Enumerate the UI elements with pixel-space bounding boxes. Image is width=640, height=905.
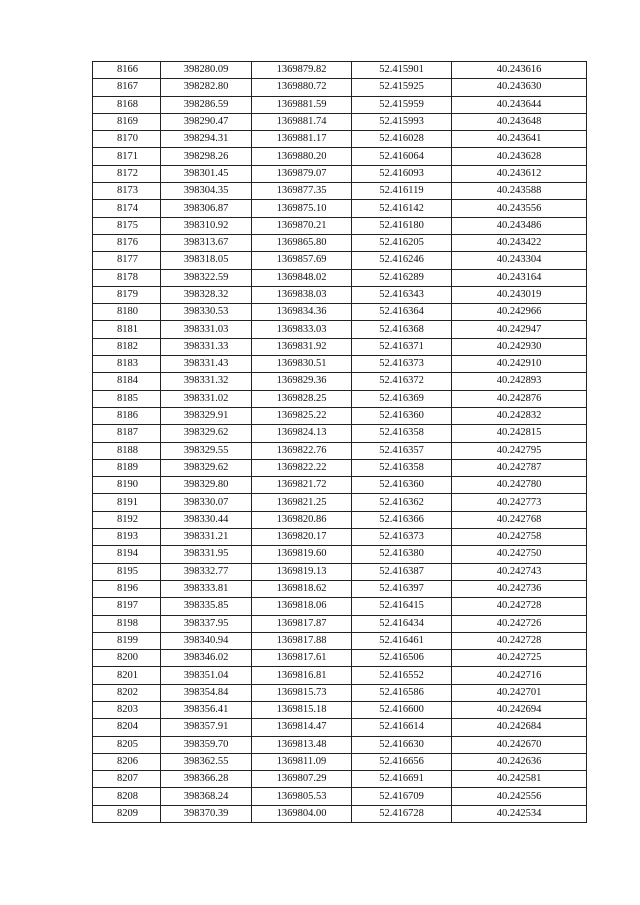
point-number-cell: 8176 xyxy=(93,234,161,251)
point-number-cell: 8182 xyxy=(93,338,161,355)
longitude-cell: 40.242893 xyxy=(452,373,587,390)
easting-cell: 398329.62 xyxy=(161,459,252,476)
easting-cell: 398318.05 xyxy=(161,252,252,269)
northing-cell: 1369817.87 xyxy=(252,615,352,632)
longitude-cell: 40.243019 xyxy=(452,286,587,303)
northing-cell: 1369829.36 xyxy=(252,373,352,390)
longitude-cell: 40.242768 xyxy=(452,511,587,528)
latitude-cell: 52.416093 xyxy=(352,165,452,182)
latitude-cell: 52.416434 xyxy=(352,615,452,632)
northing-cell: 1369821.25 xyxy=(252,494,352,511)
point-number-cell: 8195 xyxy=(93,563,161,580)
latitude-cell: 52.416246 xyxy=(352,252,452,269)
table-row xyxy=(93,788,587,805)
longitude-cell: 40.243588 xyxy=(452,183,587,200)
longitude-cell: 40.242787 xyxy=(452,459,587,476)
longitude-cell: 40.242726 xyxy=(452,615,587,632)
easting-cell: 398298.26 xyxy=(161,148,252,165)
point-number-cell: 8168 xyxy=(93,96,161,113)
longitude-cell: 40.242750 xyxy=(452,546,587,563)
northing-cell: 1369819.60 xyxy=(252,546,352,563)
northing-cell: 1369881.74 xyxy=(252,113,352,130)
table-row xyxy=(93,598,587,615)
longitude-cell: 40.242743 xyxy=(452,563,587,580)
table-row xyxy=(93,753,587,770)
easting-cell: 398304.35 xyxy=(161,183,252,200)
table-row xyxy=(93,165,587,182)
point-number-cell: 8202 xyxy=(93,684,161,701)
northing-cell: 1369865.80 xyxy=(252,234,352,251)
coordinates-table-body xyxy=(93,62,587,823)
point-number-cell: 8175 xyxy=(93,217,161,234)
table-row xyxy=(93,269,587,286)
longitude-cell: 40.242728 xyxy=(452,598,587,615)
easting-cell: 398354.84 xyxy=(161,684,252,701)
latitude-cell: 52.416373 xyxy=(352,529,452,546)
northing-cell: 1369821.72 xyxy=(252,477,352,494)
latitude-cell: 52.416119 xyxy=(352,183,452,200)
northing-cell: 1369879.82 xyxy=(252,62,352,79)
latitude-cell: 52.416180 xyxy=(352,217,452,234)
latitude-cell: 52.416360 xyxy=(352,477,452,494)
easting-cell: 398340.94 xyxy=(161,632,252,649)
easting-cell: 398331.02 xyxy=(161,390,252,407)
table-row xyxy=(93,477,587,494)
easting-cell: 398331.95 xyxy=(161,546,252,563)
northing-cell: 1369822.22 xyxy=(252,459,352,476)
point-number-cell: 8201 xyxy=(93,667,161,684)
longitude-cell: 40.242728 xyxy=(452,632,587,649)
latitude-cell: 52.416415 xyxy=(352,598,452,615)
point-number-cell: 8204 xyxy=(93,719,161,736)
northing-cell: 1369880.20 xyxy=(252,148,352,165)
longitude-cell: 40.242780 xyxy=(452,477,587,494)
latitude-cell: 52.416358 xyxy=(352,459,452,476)
point-number-cell: 8186 xyxy=(93,407,161,424)
northing-cell: 1369815.73 xyxy=(252,684,352,701)
table-row xyxy=(93,546,587,563)
table-row xyxy=(93,217,587,234)
point-number-cell: 8180 xyxy=(93,304,161,321)
easting-cell: 398332.77 xyxy=(161,563,252,580)
northing-cell: 1369875.10 xyxy=(252,200,352,217)
longitude-cell: 40.243616 xyxy=(452,62,587,79)
northing-cell: 1369811.09 xyxy=(252,753,352,770)
longitude-cell: 40.243641 xyxy=(452,131,587,148)
point-number-cell: 8172 xyxy=(93,165,161,182)
point-number-cell: 8197 xyxy=(93,598,161,615)
latitude-cell: 52.415993 xyxy=(352,113,452,130)
northing-cell: 1369879.07 xyxy=(252,165,352,182)
longitude-cell: 40.242556 xyxy=(452,788,587,805)
northing-cell: 1369817.61 xyxy=(252,650,352,667)
northing-cell: 1369813.48 xyxy=(252,736,352,753)
easting-cell: 398329.62 xyxy=(161,425,252,442)
point-number-cell: 8173 xyxy=(93,183,161,200)
point-number-cell: 8177 xyxy=(93,252,161,269)
point-number-cell: 8167 xyxy=(93,79,161,96)
latitude-cell: 52.416380 xyxy=(352,546,452,563)
table-row xyxy=(93,615,587,632)
table-row xyxy=(93,286,587,303)
northing-cell: 1369833.03 xyxy=(252,321,352,338)
table-row xyxy=(93,563,587,580)
easting-cell: 398346.02 xyxy=(161,650,252,667)
table-row xyxy=(93,805,587,822)
table-row xyxy=(93,321,587,338)
northing-cell: 1369804.00 xyxy=(252,805,352,822)
longitude-cell: 40.243486 xyxy=(452,217,587,234)
point-number-cell: 8206 xyxy=(93,753,161,770)
point-number-cell: 8179 xyxy=(93,286,161,303)
table-row xyxy=(93,667,587,684)
table-row xyxy=(93,200,587,217)
latitude-cell: 52.416142 xyxy=(352,200,452,217)
easting-cell: 398301.45 xyxy=(161,165,252,182)
table-row xyxy=(93,356,587,373)
point-number-cell: 8203 xyxy=(93,701,161,718)
easting-cell: 398329.91 xyxy=(161,407,252,424)
point-number-cell: 8200 xyxy=(93,650,161,667)
table-row xyxy=(93,771,587,788)
table-row xyxy=(93,234,587,251)
easting-cell: 398310.92 xyxy=(161,217,252,234)
table-row xyxy=(93,580,587,597)
easting-cell: 398357.91 xyxy=(161,719,252,736)
northing-cell: 1369831.92 xyxy=(252,338,352,355)
longitude-cell: 40.242910 xyxy=(452,356,587,373)
latitude-cell: 52.416064 xyxy=(352,148,452,165)
latitude-cell: 52.416630 xyxy=(352,736,452,753)
point-number-cell: 8174 xyxy=(93,200,161,217)
point-number-cell: 8196 xyxy=(93,580,161,597)
latitude-cell: 52.415901 xyxy=(352,62,452,79)
table-row xyxy=(93,183,587,200)
easting-cell: 398329.55 xyxy=(161,442,252,459)
point-number-cell: 8185 xyxy=(93,390,161,407)
point-number-cell: 8193 xyxy=(93,529,161,546)
table-row xyxy=(93,373,587,390)
table-row xyxy=(93,511,587,528)
northing-cell: 1369815.18 xyxy=(252,701,352,718)
longitude-cell: 40.243628 xyxy=(452,148,587,165)
table-row xyxy=(93,62,587,79)
easting-cell: 398282.80 xyxy=(161,79,252,96)
point-number-cell: 8190 xyxy=(93,477,161,494)
easting-cell: 398328.32 xyxy=(161,286,252,303)
point-number-cell: 8194 xyxy=(93,546,161,563)
easting-cell: 398286.59 xyxy=(161,96,252,113)
point-number-cell: 8207 xyxy=(93,771,161,788)
northing-cell: 1369828.25 xyxy=(252,390,352,407)
table-row xyxy=(93,719,587,736)
table-row xyxy=(93,96,587,113)
northing-cell: 1369818.62 xyxy=(252,580,352,597)
easting-cell: 398366.28 xyxy=(161,771,252,788)
table-row xyxy=(93,632,587,649)
table-row xyxy=(93,736,587,753)
table-row xyxy=(93,442,587,459)
latitude-cell: 52.416600 xyxy=(352,701,452,718)
easting-cell: 398362.55 xyxy=(161,753,252,770)
easting-cell: 398331.03 xyxy=(161,321,252,338)
northing-cell: 1369807.29 xyxy=(252,771,352,788)
latitude-cell: 52.416366 xyxy=(352,511,452,528)
easting-cell: 398335.85 xyxy=(161,598,252,615)
northing-cell: 1369825.22 xyxy=(252,407,352,424)
latitude-cell: 52.416371 xyxy=(352,338,452,355)
point-number-cell: 8187 xyxy=(93,425,161,442)
latitude-cell: 52.416358 xyxy=(352,425,452,442)
easting-cell: 398329.80 xyxy=(161,477,252,494)
point-number-cell: 8192 xyxy=(93,511,161,528)
longitude-cell: 40.243644 xyxy=(452,96,587,113)
latitude-cell: 52.416343 xyxy=(352,286,452,303)
northing-cell: 1369824.13 xyxy=(252,425,352,442)
longitude-cell: 40.242716 xyxy=(452,667,587,684)
easting-cell: 398330.53 xyxy=(161,304,252,321)
table-row xyxy=(93,131,587,148)
northing-cell: 1369814.47 xyxy=(252,719,352,736)
easting-cell: 398370.39 xyxy=(161,805,252,822)
table-row xyxy=(93,407,587,424)
easting-cell: 398331.43 xyxy=(161,356,252,373)
longitude-cell: 40.242876 xyxy=(452,390,587,407)
table-row xyxy=(93,650,587,667)
longitude-cell: 40.243422 xyxy=(452,234,587,251)
longitude-cell: 40.242758 xyxy=(452,529,587,546)
table-row xyxy=(93,113,587,130)
longitude-cell: 40.242636 xyxy=(452,753,587,770)
point-number-cell: 8209 xyxy=(93,805,161,822)
latitude-cell: 52.416387 xyxy=(352,563,452,580)
point-number-cell: 8170 xyxy=(93,131,161,148)
northing-cell: 1369822.76 xyxy=(252,442,352,459)
easting-cell: 398337.95 xyxy=(161,615,252,632)
table-row xyxy=(93,684,587,701)
easting-cell: 398330.07 xyxy=(161,494,252,511)
table-row xyxy=(93,79,587,96)
table-row xyxy=(93,304,587,321)
latitude-cell: 52.416357 xyxy=(352,442,452,459)
longitude-cell: 40.242684 xyxy=(452,719,587,736)
point-number-cell: 8169 xyxy=(93,113,161,130)
longitude-cell: 40.243556 xyxy=(452,200,587,217)
point-number-cell: 8191 xyxy=(93,494,161,511)
table-row xyxy=(93,459,587,476)
longitude-cell: 40.242736 xyxy=(452,580,587,597)
longitude-cell: 40.242773 xyxy=(452,494,587,511)
latitude-cell: 52.416709 xyxy=(352,788,452,805)
easting-cell: 398331.21 xyxy=(161,529,252,546)
easting-cell: 398290.47 xyxy=(161,113,252,130)
table-row xyxy=(93,425,587,442)
easting-cell: 398359.70 xyxy=(161,736,252,753)
table-row xyxy=(93,148,587,165)
easting-cell: 398333.81 xyxy=(161,580,252,597)
latitude-cell: 52.415925 xyxy=(352,79,452,96)
northing-cell: 1369877.35 xyxy=(252,183,352,200)
latitude-cell: 52.416205 xyxy=(352,234,452,251)
easting-cell: 398368.24 xyxy=(161,788,252,805)
latitude-cell: 52.416362 xyxy=(352,494,452,511)
northing-cell: 1369818.06 xyxy=(252,598,352,615)
easting-cell: 398294.31 xyxy=(161,131,252,148)
longitude-cell: 40.242930 xyxy=(452,338,587,355)
northing-cell: 1369848.02 xyxy=(252,269,352,286)
easting-cell: 398331.32 xyxy=(161,373,252,390)
point-number-cell: 8171 xyxy=(93,148,161,165)
longitude-cell: 40.243304 xyxy=(452,252,587,269)
longitude-cell: 40.242966 xyxy=(452,304,587,321)
table-row xyxy=(93,390,587,407)
northing-cell: 1369838.03 xyxy=(252,286,352,303)
northing-cell: 1369805.53 xyxy=(252,788,352,805)
table-row xyxy=(93,252,587,269)
northing-cell: 1369816.81 xyxy=(252,667,352,684)
point-number-cell: 8198 xyxy=(93,615,161,632)
latitude-cell: 52.416656 xyxy=(352,753,452,770)
longitude-cell: 40.243164 xyxy=(452,269,587,286)
table-row xyxy=(93,338,587,355)
latitude-cell: 52.416360 xyxy=(352,407,452,424)
latitude-cell: 52.416461 xyxy=(352,632,452,649)
easting-cell: 398306.87 xyxy=(161,200,252,217)
longitude-cell: 40.242534 xyxy=(452,805,587,822)
coordinates-table xyxy=(92,61,587,823)
longitude-cell: 40.243648 xyxy=(452,113,587,130)
latitude-cell: 52.416373 xyxy=(352,356,452,373)
latitude-cell: 52.416368 xyxy=(352,321,452,338)
longitude-cell: 40.242694 xyxy=(452,701,587,718)
latitude-cell: 52.416364 xyxy=(352,304,452,321)
point-number-cell: 8205 xyxy=(93,736,161,753)
northing-cell: 1369881.59 xyxy=(252,96,352,113)
easting-cell: 398330.44 xyxy=(161,511,252,528)
northing-cell: 1369870.21 xyxy=(252,217,352,234)
latitude-cell: 52.416586 xyxy=(352,684,452,701)
northing-cell: 1369880.72 xyxy=(252,79,352,96)
longitude-cell: 40.242581 xyxy=(452,771,587,788)
point-number-cell: 8181 xyxy=(93,321,161,338)
table-row xyxy=(93,529,587,546)
easting-cell: 398322.59 xyxy=(161,269,252,286)
table-row xyxy=(93,494,587,511)
northing-cell: 1369820.86 xyxy=(252,511,352,528)
longitude-cell: 40.242670 xyxy=(452,736,587,753)
northing-cell: 1369857.69 xyxy=(252,252,352,269)
easting-cell: 398313.67 xyxy=(161,234,252,251)
latitude-cell: 52.416614 xyxy=(352,719,452,736)
latitude-cell: 52.416028 xyxy=(352,131,452,148)
northing-cell: 1369817.88 xyxy=(252,632,352,649)
latitude-cell: 52.416369 xyxy=(352,390,452,407)
latitude-cell: 52.416372 xyxy=(352,373,452,390)
latitude-cell: 52.416397 xyxy=(352,580,452,597)
point-number-cell: 8208 xyxy=(93,788,161,805)
latitude-cell: 52.416506 xyxy=(352,650,452,667)
point-number-cell: 8199 xyxy=(93,632,161,649)
longitude-cell: 40.242795 xyxy=(452,442,587,459)
point-number-cell: 8189 xyxy=(93,459,161,476)
latitude-cell: 52.415959 xyxy=(352,96,452,113)
longitude-cell: 40.242725 xyxy=(452,650,587,667)
longitude-cell: 40.242832 xyxy=(452,407,587,424)
point-number-cell: 8178 xyxy=(93,269,161,286)
latitude-cell: 52.416728 xyxy=(352,805,452,822)
table-row xyxy=(93,701,587,718)
point-number-cell: 8188 xyxy=(93,442,161,459)
easting-cell: 398356.41 xyxy=(161,701,252,718)
northing-cell: 1369830.51 xyxy=(252,356,352,373)
easting-cell: 398331.33 xyxy=(161,338,252,355)
longitude-cell: 40.242701 xyxy=(452,684,587,701)
northing-cell: 1369820.17 xyxy=(252,529,352,546)
latitude-cell: 52.416289 xyxy=(352,269,452,286)
longitude-cell: 40.242947 xyxy=(452,321,587,338)
longitude-cell: 40.243612 xyxy=(452,165,587,182)
point-number-cell: 8184 xyxy=(93,373,161,390)
point-number-cell: 8166 xyxy=(93,62,161,79)
longitude-cell: 40.243630 xyxy=(452,79,587,96)
northing-cell: 1369834.36 xyxy=(252,304,352,321)
longitude-cell: 40.242815 xyxy=(452,425,587,442)
easting-cell: 398280.09 xyxy=(161,62,252,79)
northing-cell: 1369819.13 xyxy=(252,563,352,580)
easting-cell: 398351.04 xyxy=(161,667,252,684)
point-number-cell: 8183 xyxy=(93,356,161,373)
latitude-cell: 52.416552 xyxy=(352,667,452,684)
latitude-cell: 52.416691 xyxy=(352,771,452,788)
northing-cell: 1369881.17 xyxy=(252,131,352,148)
